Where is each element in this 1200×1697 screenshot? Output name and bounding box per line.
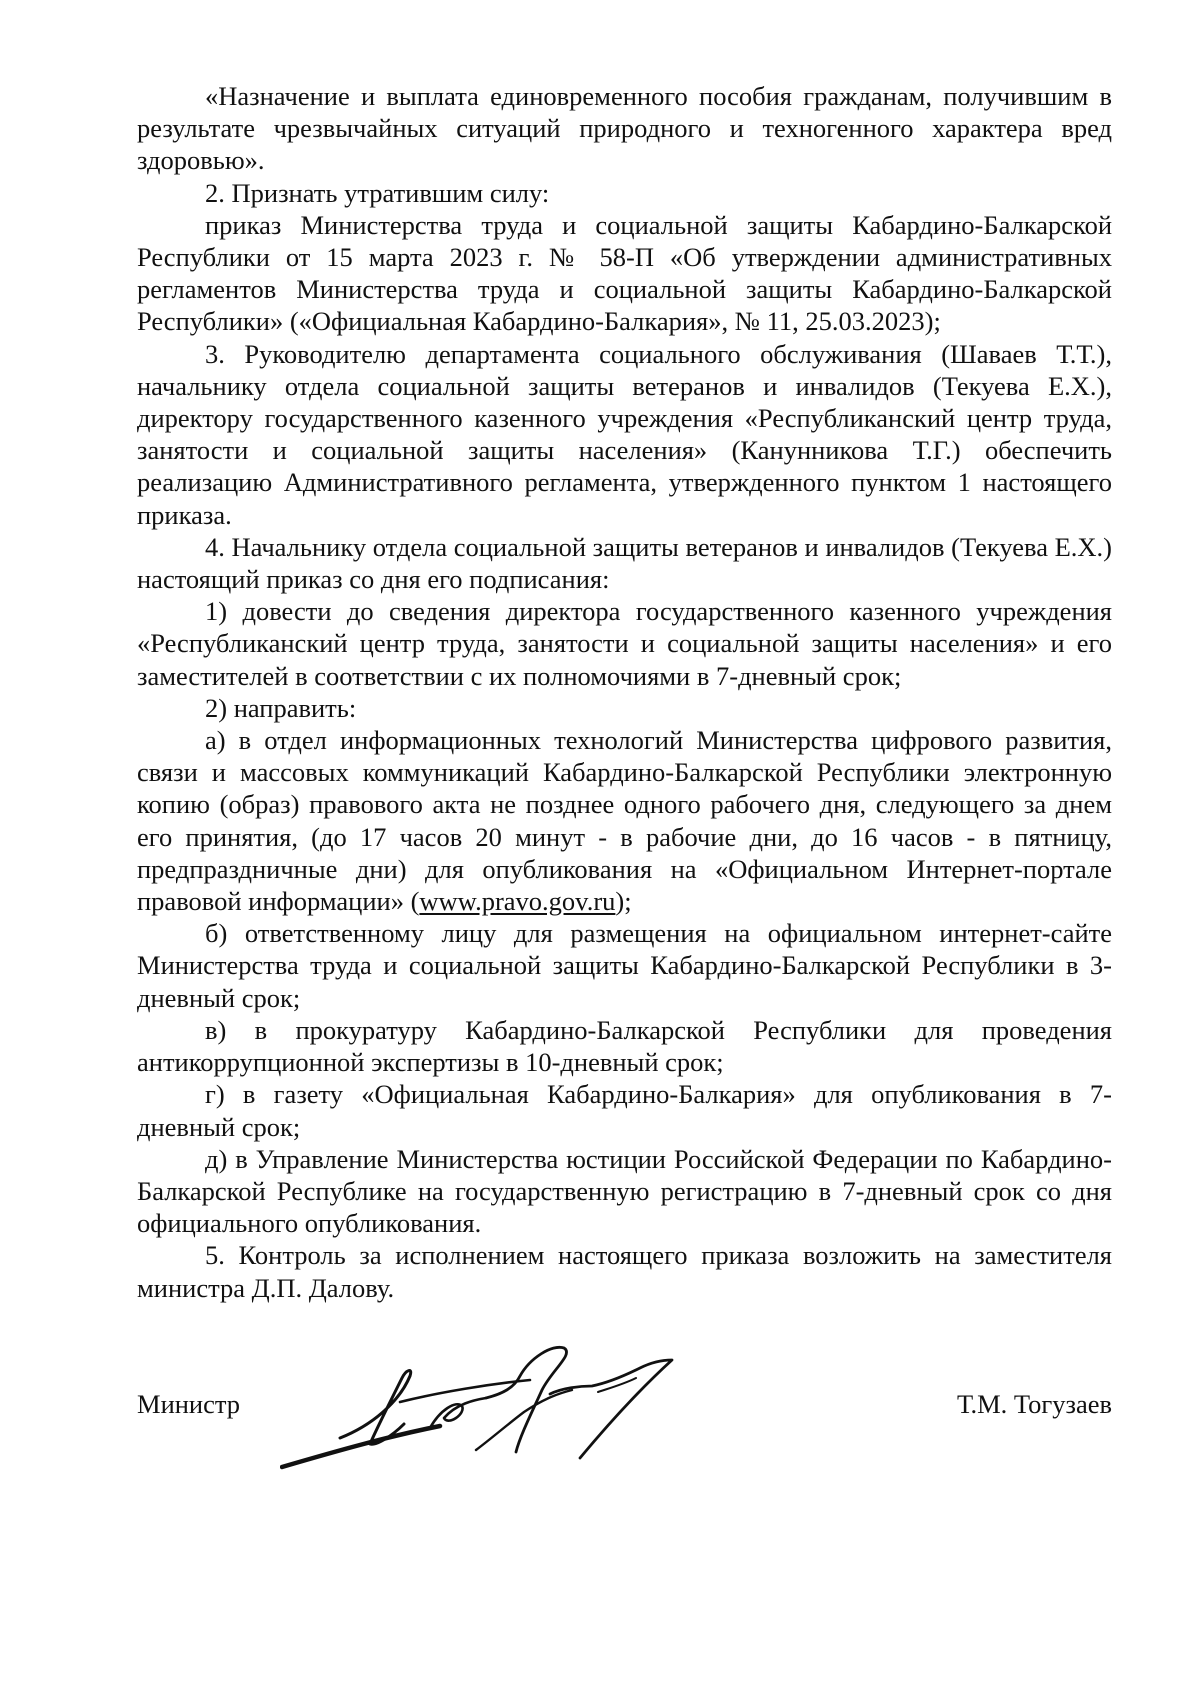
handwritten-signature [280,1340,700,1480]
paragraph-subitem-2: 2) направить: [205,692,357,723]
signatory-name: Т.М. Тогузаев [956,1389,1112,1419]
paragraph-item-3: 3. Руководителю департамента социального обслуживания (Шаваев Т.Т.), начальнику отдела социальной защиты ветеранов и инвалидов (Текуева Е.Х.), директору государственного казенного учреждения «Республиканский центр труда, занятости и социальной защиты населения» (Канунникова Т.Г.) обеспечить реализацию Административного регламента, утвержденного пунктом 1 настоящего приказа. [137,338,1112,530]
paragraph-subitem-1: 1) довести до сведения директора государственного казенного учреждения «Республиканский центр труда, занятости и социальной защиты населения» и его заместителей в соответствии с их полномочиями в 7-дневный срок; [137,596,1112,691]
signatory-title: Министр [137,1389,241,1419]
paragraph-purpose: «Назначение и выплата единовременного пособия гражданам, получившим в результате чрезвычайных ситуаций природного и техногенного характера вред здоровью». [137,81,1112,176]
paragraph-item-5: 5. Контроль за исполнением настоящего приказа возложить на заместителя министра Д.П. Далову. [137,1240,1112,1303]
paragraph-subitem-a [137,724,1112,917]
document-body [137,80,1112,1304]
paragraph-repealed-order: приказ Министерства труда и социальной защиты Кабардино-Балкарской Республики от 15 марта 2023 г. № 58-П «Об утверждении административных регламентов Министерства труда и социальной защиты Кабардино-Балкарской Республики» («Официальная Кабардино-Балкария», № 11, 25.03.2023); [137,209,1112,337]
paragraph-subitem-a-text: а) в отдел информационных технологий Министерства цифрового развития, связи и массовых коммуникаций Кабардино-Балкарской Республики электронную копию (образ) правового акта не позднее одного рабочего дня, следующего за днем его принятия, (до 17 часов 20 минут - в рабочие дни, до 16 часов - в пятницу, предпраздничные дни) для опубликования на «Официальном Интернет-портале правовой информации» ( [137,725,1112,917]
paragraph-subitem-b: б) ответственному лицу для размещения на официальном интернет-сайте Министерства труда и социальной защиты Кабардино-Балкарской Республики в 3-дневный срок; [137,918,1112,1013]
paragraph-item-4: 4. Начальнику отдела социальной защиты ветеранов и инвалидов (Текуева Е.Х.) настоящий приказ со дня его подписания: [137,531,1112,595]
paragraph-subitem-v: в) в прокуратуру Кабардино-Балкарской Республики для проведения антикоррупционной экспертизы в 10-дневный срок; [137,1014,1112,1078]
paragraph-subitem-a-suffix: ); [615,886,632,917]
paragraph-item-2: 2. Признать утратившим силу: [205,177,550,208]
paragraph-subitem-d: д) в Управление Министерства юстиции Российской Федерации по Кабардино-Балкарской Республике на государственную регистрацию в 7-дневный срок со дня официального опубликования. [137,1143,1112,1239]
paragraph-subitem-g: г) в газету «Официальная Кабардино-Балкария» для опубликования в 7-дневный срок; [137,1079,1112,1142]
pravo-gov-link[interactable]: www.pravo.gov.ru [419,886,616,917]
